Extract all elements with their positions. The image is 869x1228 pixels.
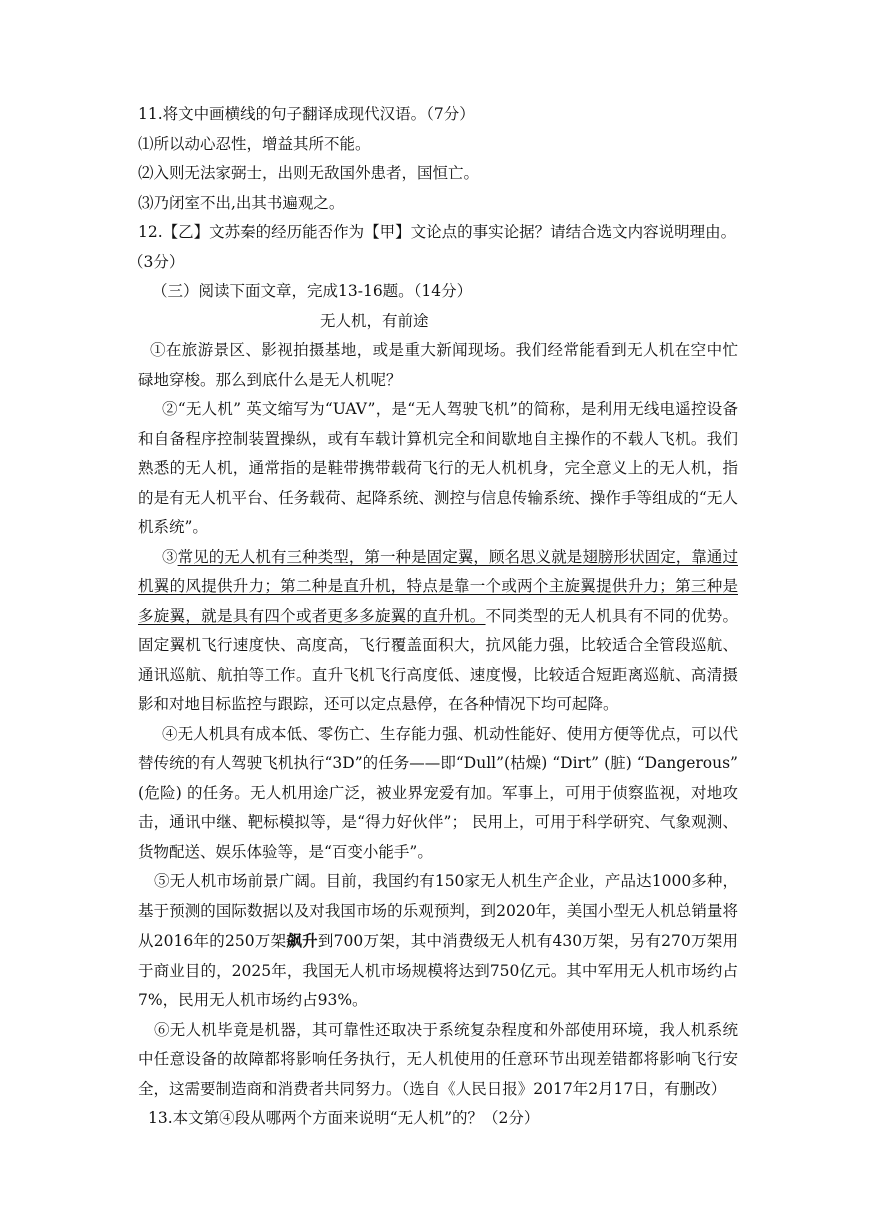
article-paragraph-2: ②“无人机” 英文缩写为“UAV”，是“无人驾驶飞机”的简称，是利用无线电遥控设备和自备程序控制装置操纵，或有车载计算机完全和间歇地自主操作的不载人飞机。我们熟悉的无人机，通常指的是鞋带携带载荷飞行的无人机机身，完全意义上的无人机，指的是有无人机平台、任务载荷、起降系统、测控与信息传输系统、操作手等组成的“无人机系统”。 <box>138 400 738 536</box>
q11-sentence-3: ⑶乃闭室不出,出其书遍观之。 <box>138 193 345 212</box>
section-3-heading: （三）阅读下面文章，完成13-16题。（14分） <box>152 282 473 300</box>
q13-stem: 13.本文第④段从哪两个方面来说明“无人机”的？（2分） <box>148 1109 540 1127</box>
paragraph-3-number: ③ <box>162 547 178 566</box>
article-paragraph-6: ⑥无人机毕竟是机器，其可靠性还取决于系统复杂程度和外部使用环境，我人机系统中任意设备的故障都将影响任务执行，无人机使用的任意环节出现差错都将影响飞行安全，这需要制造商和消费者共同努力。（选自《人民日报》2017年2月17日，有删改） <box>138 1020 738 1098</box>
q11-sentence-1: ⑴所以动心忍性，增益其所不能。 <box>138 134 371 153</box>
article-title: 无人机，有前途 <box>320 311 429 330</box>
content-column <box>128 100 738 1134</box>
paragraph-3-rest: 不同类型的无人机具有不同的优势。固定翼机飞行速度快、高度高，飞行覆盖面积大，抗风能力强，比较适合全管段巡航、通讯巡航、航拍等工作。直升飞机飞行高度低、速度慢，比较适合短距离巡航、高清摄影和对地目标监控与跟踪，还可以定点悬停，在各种情况下均可起降。 <box>138 606 738 713</box>
q12-stem <box>138 218 798 248</box>
q11-stem: 11.将文中画横线的句子翻译成现代汉语。（7分） <box>138 105 475 123</box>
article-paragraph-3 <box>138 543 738 720</box>
paragraph-5-text-a: ⑤无人机市场前景广阔。目前，我国约有150家无人机生产企业，产品达1000多种，基于预测的国际数据以及对我国市场的乐观预判，到2020年，美国小型无人机总销量将从2016年的250万架 <box>138 872 738 950</box>
article-paragraph-4: ④无人机具有成本低、零伤亡、生存能力强、机动性能好、使用方便等优点，可以代替传统的有人驾驶飞机执行“3D”的任务——即“Dull”(枯燥) “Dirt” (脏) “Dangerous” (危险) 的任务。无人机用途广泛，被业界宠爱有加。军事上，可用于侦察监视，对地攻击，通讯中继、靶标模拟等，是“得力好伙伴”； 民用上，可用于科学研究、气象观测、货物配送、娱乐体验等，是“百变小能手”。 <box>138 724 738 861</box>
article-paragraph-5 <box>138 867 738 1016</box>
article-paragraph-1: ①在旅游景区、影视拍摄基地，或是重大新闻现场。我们经常能看到无人机在空中忙碌地穿梭。那么到底什么是无人机呢？ <box>138 341 738 389</box>
emphasized-word: 飙升 <box>286 931 318 950</box>
q12-score: （3分） <box>128 252 185 271</box>
q11-sentence-2: ⑵入则无法家弼士，出则无敌国外患者，国恒亡。 <box>138 164 480 182</box>
q12-line-1: 12.【乙】文苏秦的经历能否作为【甲】文论点的事实论据？请结合选文内容说明理由。 <box>138 223 737 241</box>
underlined-sentence: 常见的无人机有三种类型，第一种是固定翼，顾名思义就是翅膀形状固定，靠通过机翼的风提供升力；第二种是直升机，特点是靠一个或两个主旋翼提供升力；第三种是多旋翼，就是具有四个或者更多多旋翼的直升机。 <box>138 547 738 625</box>
paragraph-5-text-b: 到700万架，其中消费级无人机有430万架，另有270万架用于商业目的，2025年，我国无人机市场规模将达到750亿元。其中军用无人机市场约占7%，民用无人机市场约占93%。 <box>138 932 738 1009</box>
